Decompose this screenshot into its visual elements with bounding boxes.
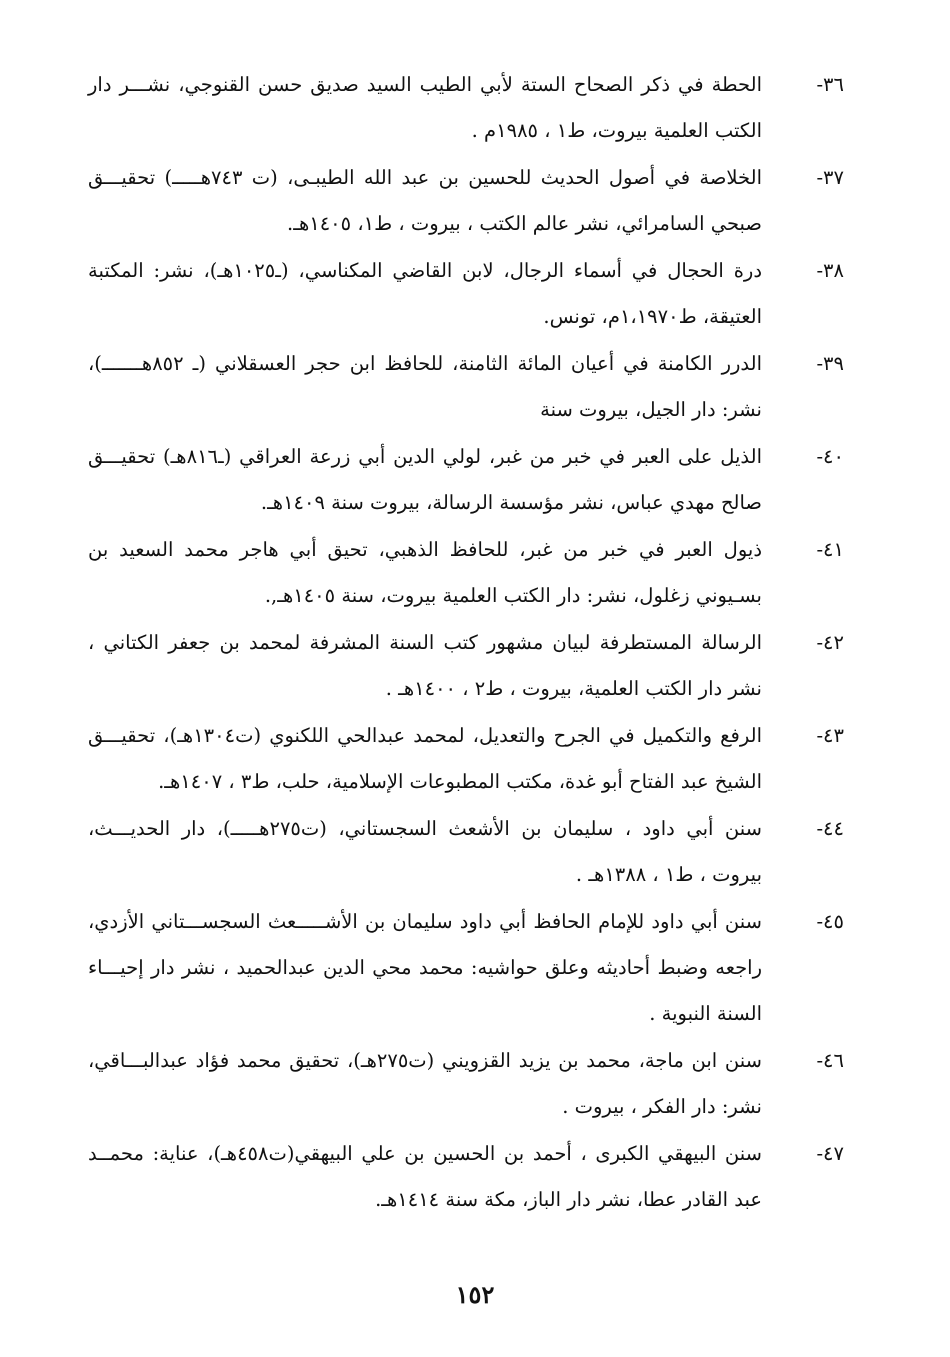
bibliography-list: [88, 62, 844, 1224]
entry-number: ٤٥-: [816, 910, 844, 933]
bibliography-entry-43: [88, 713, 844, 805]
bibliography-entry-42: [88, 620, 844, 712]
entry-text: سنن أبي داود للإمام الحافظ أبي داود سليمان بن الأشـــــعث السجســـتاني الأزدي، راجعه وضبط أحاديثه وعلق حواشيه: محمد محي الدين عبدالحميد ، نشر دار إحيـــاء السنة النبوية .: [88, 910, 762, 1025]
bibliography-entry-41: [88, 527, 844, 619]
bibliography-entry-44: [88, 806, 844, 898]
entry-text: سنن أبي داود ، سليمان بن الأشعث السجستاني، (ت٢٧٥هـــــ)، دار الحديـــث، بيروت ، ط١ ، ١٣٨٨هـ .: [88, 817, 762, 886]
entry-text: الخلاصة في أصول الحديث للحسين بن عبد الله الطيبـى، (ت ٧٤٣هـــــ) تحقيـــق صبحي السامرائي، نشر عالم الكتب ، بيروت ، ط١، ١٤٠٥هـ.: [88, 166, 762, 235]
bibliography-entry-40: [88, 434, 844, 526]
entry-number: ٣٩-: [816, 352, 844, 375]
entry-number: ٤٠-: [816, 445, 844, 468]
entry-number: ٣٨-: [816, 259, 844, 282]
page-number: ١٥٢: [455, 1280, 495, 1309]
entry-text: ذيول العبر في خبر من غبر، للحافظ الذهبي، تحيق أبي هاجر محمد السعيد بن بسـيوني زغلول، نشر: دار الكتب العلمية بيروت، سنة ١٤٠٥هـ,.: [88, 538, 762, 607]
entry-text: درة الحجال في أسماء الرجال، لابن القاضي المكناسي، (ـ١٠٢٥هـ)، نشر: المكتبة العتيقة، ط١،١٩٧٠م، تونس.: [88, 259, 763, 328]
bibliography-entry-38: [88, 248, 844, 340]
entry-number: ٣٧-: [816, 166, 844, 189]
bibliography-entry-47: [88, 1131, 844, 1223]
entry-number: ٤٢-: [816, 631, 844, 654]
entry-number: ٤٣-: [816, 724, 844, 747]
entry-text: سنن ابن ماجة، محمد بن يزيد القزويني (ت٢٧٥هـ)، تحقيق محمد فؤاد عبدالبـــاقي، نشر: دار الفكر ، بيروت .: [88, 1049, 763, 1118]
entry-number: ٤١-: [816, 538, 844, 561]
bibliography-entry-36: [88, 62, 844, 154]
bibliography-entry-46: [88, 1038, 844, 1130]
entry-text: سنن البيهقي الكبرى ، أحمد بن الحسين بن علي البيهقي(ت٤٥٨هـ)، عناية: محمــد عبد القادر عطا، نشر دار الباز، مكة سنة ١٤١٤هـ.: [88, 1142, 762, 1211]
entry-text: الحطة في ذكر الصحاح الستة لأبي الطيب السيد صديق حسن القنوجي، نشـــر دار الكتب العلمية بيروت، ط١ ، ١٩٨٥م .: [88, 73, 762, 142]
entry-number: ٤٦-: [816, 1049, 844, 1072]
entry-number: ٤٤-: [816, 817, 844, 840]
entry-text: الرفع والتكميل في الجرح والتعديل، لمحمد عبدالحي اللكنوي (ت١٣٠٤هـ)، تحقيـــق الشيخ عبد الفتاح أبو غدة، مكتب المطبوعات الإسلامية، حلب، ط٣ ، ١٤٠٧هـ.: [88, 724, 762, 793]
entry-text: الرسالة المستطرفة لبيان مشهور كتب السنة المشرفة لمحمد بن جعفر الكتاني ، نشر دار الكتب العلمية، بيروت ، ط٢ ، ١٤٠٠هـ .: [88, 631, 762, 700]
entry-number: ٤٧-: [816, 1142, 844, 1165]
entry-text: الذيل على العبر في خبر من غبر، لولي الدين أبي زرعة العراقي (ـ٨١٦هـ) تحقيـــق صالح مهدي عباس، نشر مؤسسة الرسالة، بيروت سنة ١٤٠٩هـ.: [88, 445, 763, 514]
entry-number: ٣٦-: [816, 73, 844, 96]
bibliography-entry-37: [88, 155, 844, 247]
bibliography-entry-39: [88, 341, 844, 433]
entry-text: الدرر الكامنة في أعيان المائة الثامنة، للحافظ ابن حجر العسقلاني (ـ ٨٥٢هـــــــ)، نشر: دار الجيل، بيروت سنة: [88, 352, 762, 421]
bibliography-entry-45: [88, 899, 844, 1037]
